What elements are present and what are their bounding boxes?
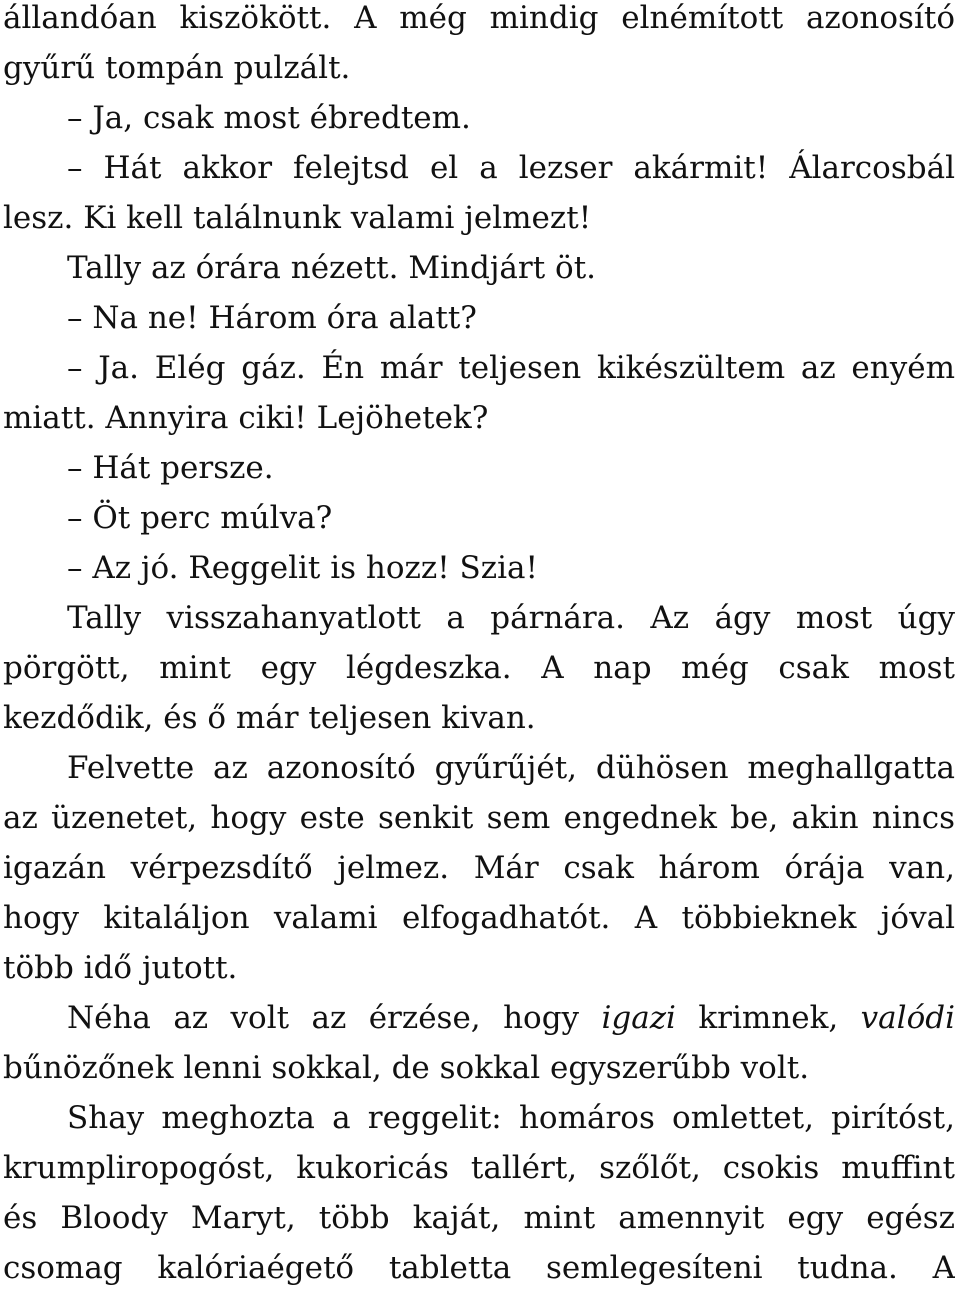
text-line: hogy kitaláljon valami elfogadhatót. A többieknek jóval [3,900,955,936]
dialogue-line: – Ja, csak most ébredtem. [67,100,471,136]
paragraph-start: Tally visszahanyatlott a párnára. Az ágy most úgy [67,600,955,636]
text-segment: Néha az volt az érzése, hogy [67,1000,602,1036]
dialogue-line: – Ja. Elég gáz. Én már teljesen kikészültem az enyém [67,350,955,386]
text-line: több idő jutott. [3,950,238,986]
text-line: lesz. Ki kell találnunk valami jelmezt! [3,200,592,236]
text-line: igazán vérpezsdítő jelmez. Már csak három órája van, [3,850,955,886]
text-line: bűnözőnek lenni sokkal, de sokkal egyszerűbb volt. [3,1050,810,1086]
text-line: csomag kalóriaégető tabletta semlegesíteni tudna. A [3,1250,955,1286]
italic-word: igazi [601,1000,676,1036]
text-line: állandóan kiszökött. A még mindig elnémított azonosító [3,0,955,36]
dialogue-line: – Öt perc múlva? [67,500,333,536]
text-line: kezdődik, és ő már teljesen kivan. [3,700,536,736]
paragraph-start: Felvette az azonosító gyűrűjét, dühösen meghallgatta [67,750,955,786]
text-line: az üzenetet, hogy este senkit sem engednek be, akin nincs [3,800,955,836]
italic-word: valódi [860,1000,955,1036]
dialogue-line: – Az jó. Reggelit is hozz! Szia! [67,550,538,586]
dialogue-line: – Hát akkor felejtsd el a lezser akármit! Álarcosbál [67,150,955,186]
dialogue-line: – Hát persze. [67,450,274,486]
paragraph-start: Tally az órára nézett. Mindjárt öt. [67,250,597,286]
text-line: és Bloody Maryt, több kaját, mint amennyit egy egész [3,1200,955,1236]
text-line: miatt. Annyira ciki! Lejöhetek? [3,400,489,436]
paragraph-start: Shay meghozta a reggelit: homáros omlettet, pirítóst, [67,1100,955,1136]
text-line: pörgött, mint egy légdeszka. A nap még csak most [3,650,955,686]
dialogue-line: – Na ne! Három óra alatt? [67,300,477,336]
text-line: gyűrű tompán pulzált. [3,50,351,86]
text-line: krumpliropogóst, kukoricás tallért, szőlőt, csokis muffint [3,1150,955,1186]
paragraph-start [67,993,955,1043]
text-segment: krimnek, [675,1000,861,1036]
